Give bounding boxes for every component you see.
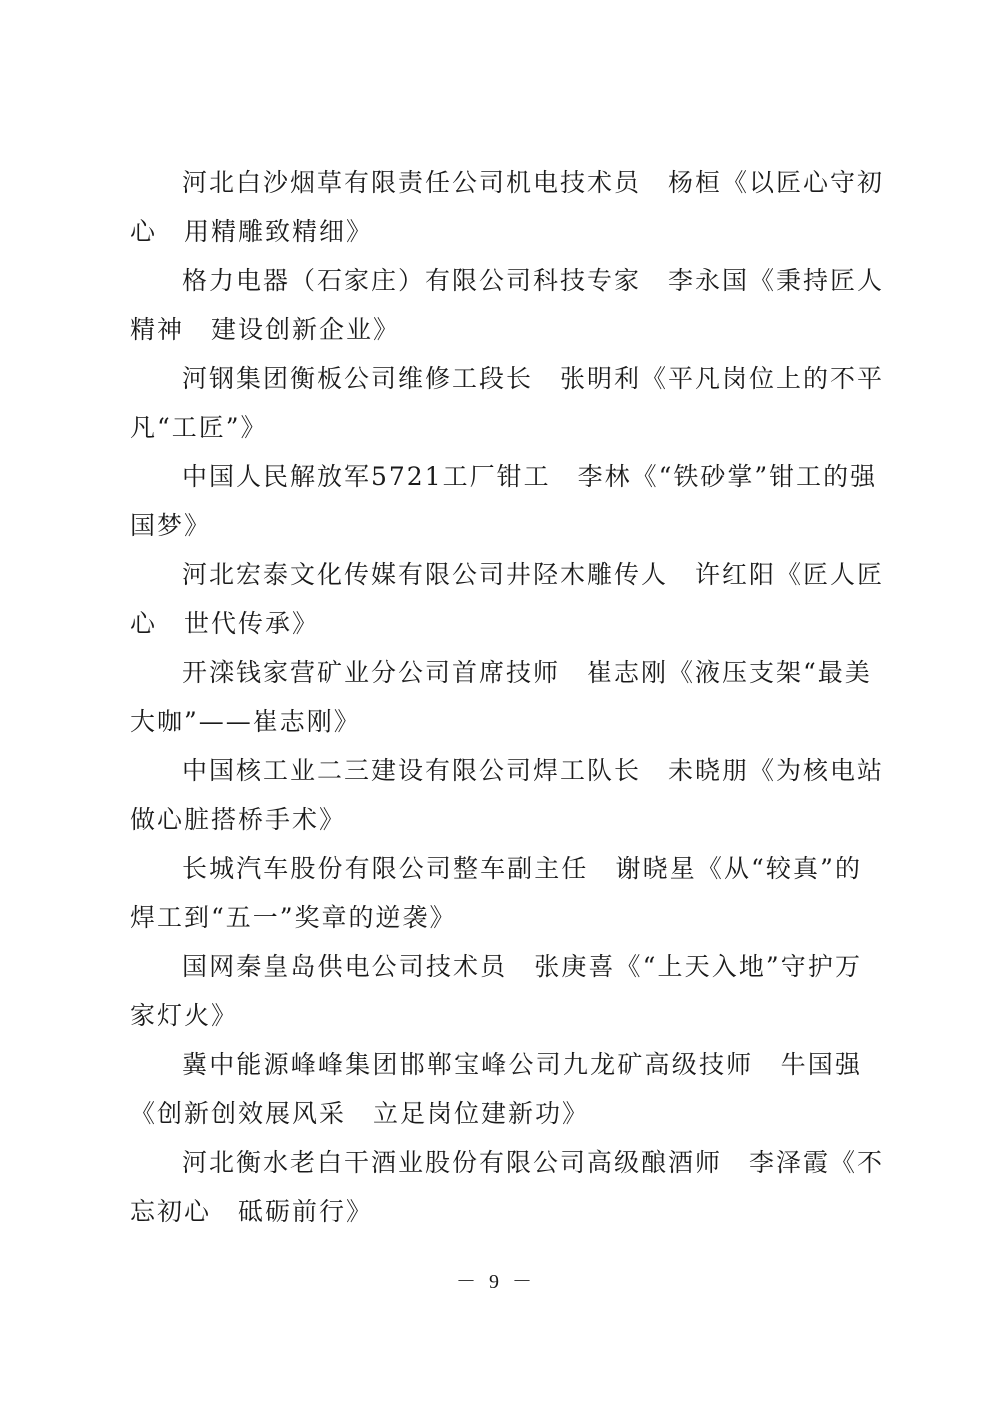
entry-line-continued: 大咖”——崔志刚》: [130, 707, 361, 736]
entry-line-continued: 心 用精雕致精细》: [130, 217, 374, 246]
entry-item: [130, 1040, 862, 1138]
entry-item: [130, 354, 885, 452]
entry-line-continued: 家灯火》: [130, 1001, 239, 1030]
entry-line: 河钢集团衡板公司维修工段长 张明利《平凡岗位上的不平: [182, 364, 885, 393]
entry-item: [130, 452, 878, 550]
entry-line-continued: 精神 建设创新企业》: [130, 315, 401, 344]
entry-line-continued: 做心脏搭桥手术》: [130, 805, 347, 834]
entry-line: 河北衡水老白干酒业股份有限公司高级酿酒师 李泽霞《不: [182, 1148, 885, 1177]
entry-item: [130, 550, 885, 648]
entry-line: 长城汽车股份有限公司整车副主任 谢晓星《从“较真”的: [182, 854, 862, 883]
entry-line: 开滦钱家营矿业分公司首席技师 崔志刚《液压支架“最美: [182, 658, 872, 687]
entry-line-continued: 焊工到“五一”奖章的逆袭》: [130, 903, 457, 932]
entry-line: 河北宏泰文化传媒有限公司井陉木雕传人 许红阳《匠人匠: [182, 560, 885, 589]
entry-item: [130, 942, 862, 1040]
document-body: [130, 158, 885, 1236]
entry-line: 冀中能源峰峰集团邯郸宝峰公司九龙矿高级技师 牛国强: [182, 1050, 862, 1079]
entry-line: 国网秦皇岛供电公司技术员 张庚喜《“上天入地”守护万: [182, 952, 862, 981]
entry-line: 中国核工业二三建设有限公司焊工队长 未晓朋《为核电站: [182, 756, 885, 785]
entry-line: 格力电器（石家庄）有限公司科技专家 李永国《秉持匠人: [182, 266, 885, 295]
entry-line-continued: 国梦》: [130, 511, 212, 540]
entry-item: [130, 158, 885, 256]
entry-line-continued: 忘初心 砥砺前行》: [130, 1197, 374, 1226]
entry-item: [130, 1138, 885, 1236]
entry-line-continued: 《创新创效展风采 立足岗位建新功》: [130, 1099, 590, 1128]
entry-item: [130, 746, 885, 844]
entry-item: [130, 844, 862, 942]
entry-item: [130, 648, 872, 746]
entry-item: [130, 256, 885, 354]
entry-line-continued: 凡“工匠”》: [130, 413, 268, 442]
entry-line: 中国人民解放军5721工厂钳工 李林《“铁砂掌”钳工的强: [182, 462, 878, 491]
page-number: － 9 －: [456, 1271, 536, 1293]
entry-line: 河北白沙烟草有限责任公司机电技术员 杨桓《以匠心守初: [182, 168, 885, 197]
entry-line-continued: 心 世代传承》: [130, 609, 320, 638]
